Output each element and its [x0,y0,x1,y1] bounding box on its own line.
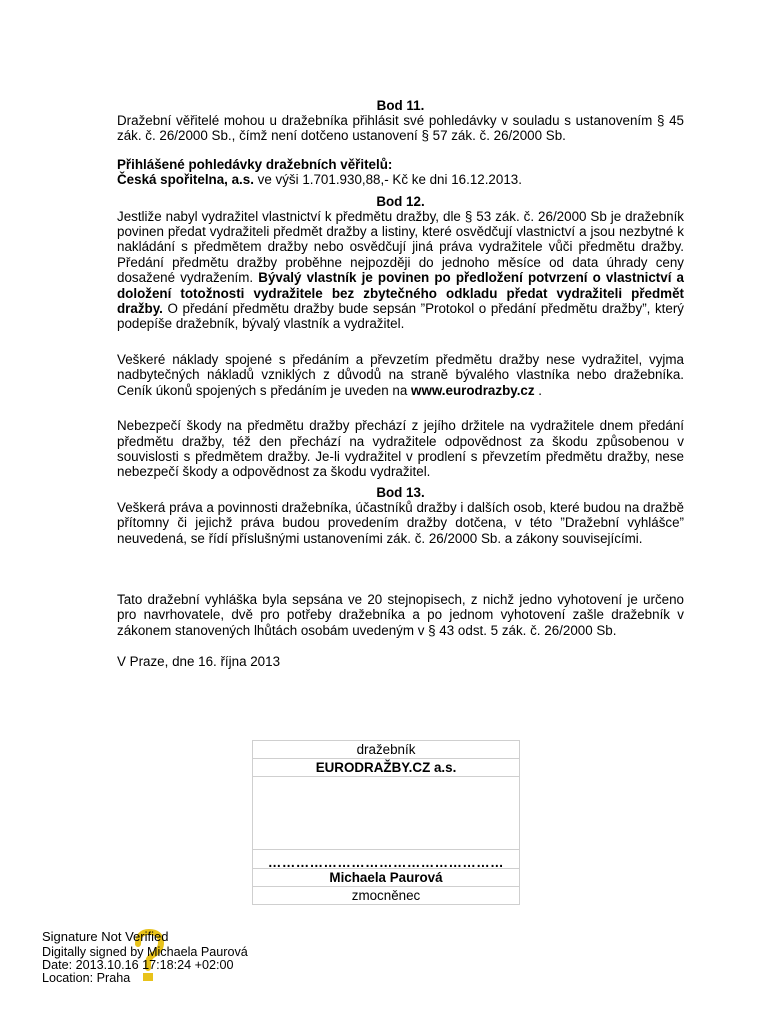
eurodrazby-link[interactable]: www.eurodrazby.cz [411,382,535,398]
signature-table [252,740,520,905]
signature-signed-by: Digitally signed by Michaela Paurová [42,945,248,959]
signer-name: Michaela Paurová [329,870,443,885]
bod12-p1-bold: Bývalý vlastník je povinen po předložení potvrzení o vlastnictví a doložení totožnosti vydražitele bez zbytečného odkladu předat vydražiteli předmět dražby. [117,270,684,317]
signer-name-cell [253,869,520,887]
bod12-paragraph-3: Nebezpečí škody na předmětu dražby přechází z jejího držitele na vydražitele dnem předání předmětu dražby, též den přechází na vydražitele odpovědnost za škodu způsobenou v souvislosti s předmětem dražby. Je-li vydražitel v prodlení s převzetím předmětu dražby, nese nebezpečí škody a odpovědnost za škodu vydražitel. [117,418,684,480]
bod11-heading: Bod 11. [376,98,425,113]
signature-role: dražebník [253,741,520,759]
signature-space [253,777,520,850]
claims-heading: Přihlášené pohledávky dražebních věřitelů: [117,156,393,172]
bod13-text: Veškerá práva a povinnosti dražebníka, účastníků dražby i dalších osob, které budou na dražbě přítomny či jejichž práva budou provedením dražby dotčena, v této ”Dražební vyhlášce” neuvedená, se řídí příslušnými ustanoveními zák. č. 26/2000 Sb. a zákony souvisejícími. [117,499,684,546]
signature-location: Location: Praha [42,971,131,985]
bod12-heading: Bod 12. [376,193,425,209]
claims-paragraph [117,157,684,188]
place-date: V Praze, dne 16. října 2013 [117,654,281,670]
bod12-paragraph-1 [117,209,684,332]
signature-date: Date: 2013.10.16 17:18:24 +02:00 [42,958,234,972]
signature-line: …………………………………………… [253,850,520,869]
bod13-heading: Bod 13. [376,484,425,500]
bod12-paragraph-2 [117,352,684,398]
signature-status: Signature Not Verified [42,929,169,944]
creditor-text: ve výši 1.701.930,88,- Kč ke dni 16.12.2013. [253,172,522,188]
bod12-p2-end: . [534,382,543,398]
signature-company [253,759,520,777]
bod12-p1-start: Jestliže nabyl vydražitel vlastnictví k předmětu dražby, dle § 53 zák. č. 26/2000 Sb je dražebník povinen předat vydražiteli předmět dražby a listiny, které osvědčují vlastnictví a jsou nezbytné k nakládání s předmětem dražby nebo osvědčují jiná práva vydražitele vůči předmětu dražby. Předání předmětu dražby proběhne nejpozději do jednoho měsíce od data úhrady ceny dosažené vydražením. [117,208,684,286]
bod12-p1-end: O předání předmětu dražby bude sepsán ”Protokol o předání předmětu dražby”, který podepíše dražebník, bývalý vlastník a vydražitel. [117,301,684,332]
closing-text: Tato dražební vyhláška byla sepsána ve 20 stejnopisech, z nichž jedno vyhotovení je určeno pro navrhovatele, dvě pro potřeby dražebníka a po jednom vyhotovení zašle dražebník v zákonem stanovených lhůtách osobám uvedeným v § 43 odst. 5 zák. č. 26/2000 Sb. [117,591,684,638]
bod12-p2-start: Veškeré náklady spojené s předáním a převzetím předmětu dražby nese vydražitel, vyjma nadbytečných nákladů vzniklých z důvodů na straně bývalého vlastníka nebo dražebníka. Ceník úkonů spojených s předáním je uveden na [117,351,684,398]
bod11-text: Dražební věřitelé mohou u dražebníka přihlásit své pohledávky v souladu s ustanovením § 45 zák. č. 26/2000 Sb., čímž není dotčeno ustanovení § 57 zák. č. 26/2000 Sb. [117,113,684,144]
creditor-name: Česká spořitelna, a.s. [117,172,254,188]
company-name: EURODRAŽBY.CZ a.s. [315,760,457,775]
signer-position: zmocněnec [253,887,520,905]
document-body [117,98,684,670]
digital-signature-block [42,930,248,985]
